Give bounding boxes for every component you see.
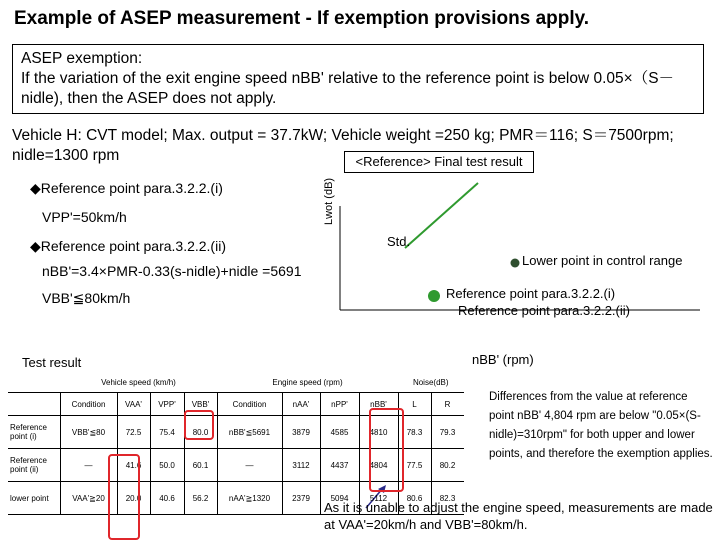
measurement-note: As it is unable to adjust the engine speed, measurements are made at VAA'=20km/h and VBB'=80km/h.: [324, 500, 713, 532]
ref-point-ii-heading: ◆Reference point para.3.2.2.(ii): [30, 238, 226, 254]
table-cell: 2379: [282, 482, 320, 515]
row-label: Reference point (i): [8, 416, 60, 449]
column-header: L: [398, 393, 431, 416]
group-vehicle-speed: Vehicle speed (km/h): [101, 377, 176, 387]
exemption-note: Differences from the value at reference point nBB' 4,804 rpm are below "0.05×(S-nidle)=310rpm" for both upper and lower points, and therefore the exemption applies.: [489, 391, 713, 460]
std-label: Std.: [387, 234, 411, 249]
table-cell: 5094: [320, 482, 359, 515]
vehicle-spec-line1: Vehicle H: CVT model; Max. output = 37.7kW; Vehicle weight =250 kg; PMR＝116; S＝7500rpm;: [12, 127, 674, 144]
reference-label: <Reference> Final test result: [344, 151, 534, 173]
table-cell: VAA'≧20: [60, 482, 117, 515]
table-cell: 3879: [282, 416, 320, 449]
table-cell: VBB'≦80: [60, 416, 117, 449]
table-cell: 80.6: [398, 482, 431, 515]
column-header: Condition: [217, 393, 282, 416]
y-axis-label: Lwot (dB): [323, 177, 335, 225]
group-noise: Noise(dB): [412, 377, 449, 387]
table-cell: 50.0: [150, 449, 184, 482]
table-cell: 41.6: [117, 449, 150, 482]
row-label: lower point: [8, 482, 60, 515]
lower-point-label: Lower point in control range: [522, 253, 683, 268]
lower-point-marker: [511, 259, 520, 268]
x-axis-label: nBB' (rpm): [472, 352, 534, 367]
highlight-vaa-lower: [108, 454, 140, 540]
highlight-nbb-column: [369, 408, 404, 492]
table-cell: 20.0: [117, 482, 150, 515]
column-header: VAA': [117, 393, 150, 416]
table-cell: 77.5: [398, 449, 431, 482]
column-header: nAA': [282, 393, 320, 416]
table-cell: 78.3: [398, 416, 431, 449]
highlight-vbb-ref-i: [184, 410, 214, 440]
nbb-formula: nBB'=3.4×PMR-0.33(s-nidle)+nidle =5691: [42, 263, 302, 279]
table-cell: nAA'≧1320: [217, 482, 282, 515]
table-cell: 72.5: [117, 416, 150, 449]
vehicle-spec-line2: nidle=1300 rpm: [12, 147, 120, 164]
column-header: R: [431, 393, 464, 416]
ref-point-i-label: Reference point para.3.2.2.(i): [446, 286, 616, 301]
table-cell: nBB'≦5691: [217, 416, 282, 449]
column-header: [8, 393, 60, 416]
table-cell: 82.3: [431, 482, 464, 515]
column-header: VBB': [184, 393, 217, 416]
group-engine-speed: Engine speed (rpm): [272, 377, 343, 387]
exemption-condition: If the variation of the exit engine speed nBB' relative to the reference point is below 0.05×（S－: [21, 70, 675, 87]
exemption-heading: ASEP exemption:: [21, 50, 143, 67]
table-cell: —: [217, 449, 282, 482]
ref-point-ii-label: Reference point para.3.2.2.(ii): [458, 303, 630, 318]
row-label: Reference point (ii): [8, 449, 60, 482]
column-header: nPP': [320, 393, 359, 416]
table-cell: 60.1: [184, 449, 217, 482]
table-cell: 80.0: [184, 416, 217, 449]
table-cell: 5112: [359, 482, 398, 515]
table-cell: 4437: [320, 449, 359, 482]
table-cell: 4810: [359, 416, 398, 449]
table-cell: 80.2: [431, 449, 464, 482]
reference-point-marker: [428, 290, 440, 302]
table-cell: 56.2: [184, 482, 217, 515]
vbb-condition: VBB'≦80km/h: [42, 290, 131, 306]
vpp-condition: VPP'=50km/h: [42, 209, 127, 225]
test-result-heading: Test result: [22, 355, 82, 370]
table-cell: 4585: [320, 416, 359, 449]
table-cell: —: [60, 449, 117, 482]
table-group-header: [8, 372, 464, 393]
std-slope-line: [405, 183, 478, 248]
table-cell: 40.6: [150, 482, 184, 515]
column-header: Condition: [60, 393, 117, 416]
table-cell: 79.3: [431, 416, 464, 449]
table-cell: 4804: [359, 449, 398, 482]
exemption-conclusion: nidle), then the ASEP does not apply.: [21, 90, 277, 107]
page-title: Example of ASEP measurement - If exemption provisions apply.: [14, 8, 590, 29]
column-header: nBB': [359, 393, 398, 416]
ref-point-i-heading: ◆Reference point para.3.2.2.(i): [30, 180, 223, 196]
table-cell: 3112: [282, 449, 320, 482]
column-header: VPP': [150, 393, 184, 416]
table-cell: 75.4: [150, 416, 184, 449]
